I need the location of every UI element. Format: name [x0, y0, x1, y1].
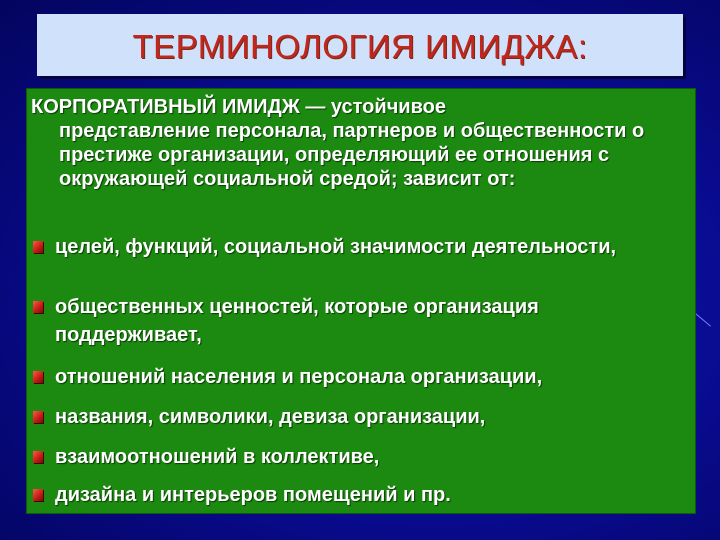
title-panel [37, 14, 683, 76]
slide-title: ТЕРМИНОЛОГИЯ ИМИДЖА: [132, 28, 588, 65]
bullet-square-icon [33, 451, 43, 463]
bullet-text: отношений населения и персонала организации, [55, 366, 543, 388]
intro-first-line: КОРПОРАТИВНЫЙ ИМИДЖ — устойчивое [31, 96, 446, 118]
intro-paragraph [31, 95, 671, 191]
intro-rest: представление персонала, партнеров и общественности о престиже организации, определяющий ее отношения с окружающей социальной средой; зависит от: [59, 120, 645, 190]
bullet-text: дизайна и интерьеров помещений и пр. [55, 484, 451, 506]
bullet-square-icon [33, 301, 43, 313]
bullet-square-icon [33, 241, 43, 253]
bullet-square-icon [33, 411, 43, 423]
bullet-square-icon [33, 371, 43, 383]
bullet-text: целей, функций, социальной значимости деятельности, [55, 236, 617, 258]
bullet-square-icon [33, 489, 43, 501]
content-panel [26, 88, 696, 514]
bullet-text: названия, символики, девиза организации, [55, 406, 486, 428]
bullet-text: взаимоотношений в коллективе, [55, 446, 380, 468]
bullet-text: общественных ценностей, которые организация поддерживает, [55, 296, 539, 346]
